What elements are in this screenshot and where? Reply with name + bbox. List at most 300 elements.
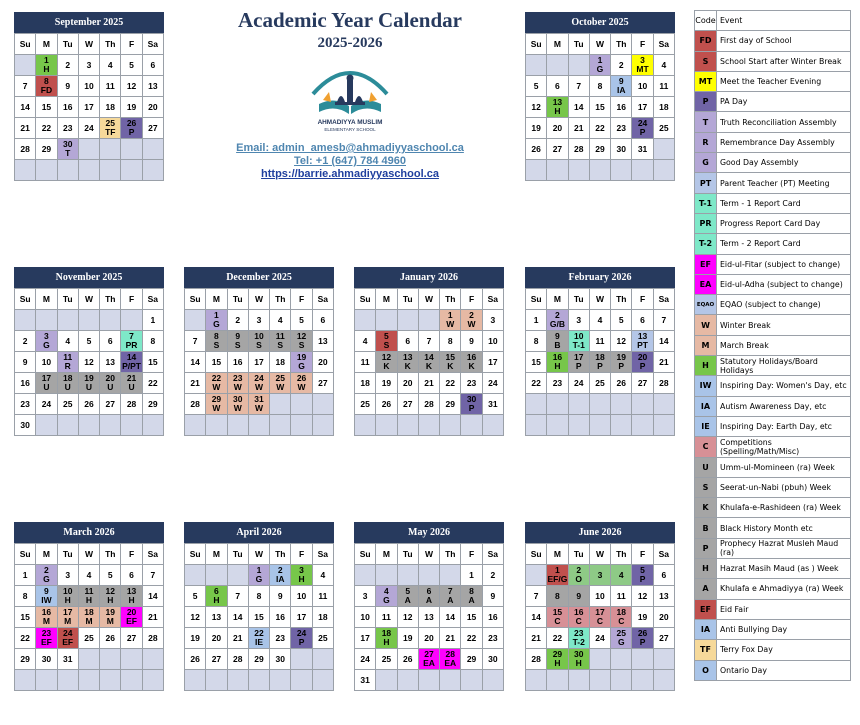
week-row bbox=[526, 628, 675, 649]
weekday-header: M bbox=[206, 544, 227, 565]
day-cell: 25 bbox=[589, 373, 610, 394]
day-number: 19 bbox=[296, 352, 307, 362]
day-cell: 16 bbox=[482, 607, 503, 628]
day-cell: 8 bbox=[15, 586, 36, 607]
weekday-header: W bbox=[589, 544, 610, 565]
event-code: G bbox=[617, 637, 625, 647]
day-cell: 1 bbox=[15, 565, 36, 586]
day-cell: 4 bbox=[270, 310, 291, 331]
day-number: 15 bbox=[552, 607, 563, 617]
day-cell: 26 bbox=[376, 394, 397, 415]
day-cell: 27 bbox=[100, 394, 121, 415]
day-cell: 11 bbox=[100, 76, 121, 97]
month-grid bbox=[184, 288, 334, 436]
event-day-cell bbox=[440, 586, 461, 607]
empty-day-cell bbox=[121, 160, 142, 181]
day-cell: 9 bbox=[270, 586, 291, 607]
empty-day-cell bbox=[526, 565, 547, 586]
legend-table bbox=[694, 10, 851, 681]
weekday-header: Sa bbox=[482, 544, 503, 565]
week-row bbox=[185, 649, 334, 670]
weekday-header: F bbox=[121, 544, 142, 565]
event-day-cell bbox=[291, 628, 312, 649]
empty-day-cell bbox=[100, 160, 121, 181]
week-row bbox=[526, 331, 675, 352]
day-cell: 20 bbox=[312, 352, 333, 373]
day-cell: 30 bbox=[15, 415, 36, 436]
empty-day-cell bbox=[418, 310, 439, 331]
day-cell: 20 bbox=[206, 628, 227, 649]
weekday-header: Su bbox=[185, 544, 206, 565]
empty-day-cell bbox=[632, 415, 653, 436]
day-cell: 25 bbox=[355, 394, 376, 415]
empty-day-cell bbox=[227, 565, 248, 586]
empty-day-cell bbox=[57, 310, 78, 331]
weekday-header: Tu bbox=[227, 289, 248, 310]
week-row bbox=[185, 628, 334, 649]
week-row bbox=[526, 97, 675, 118]
calendar-header bbox=[195, 8, 505, 138]
empty-day-cell bbox=[312, 394, 333, 415]
day-cell: 11 bbox=[611, 586, 632, 607]
day-cell: 15 bbox=[142, 352, 163, 373]
weekday-row bbox=[526, 544, 675, 565]
day-cell: 5 bbox=[185, 586, 206, 607]
weekday-header: Sa bbox=[142, 289, 163, 310]
event-day-cell bbox=[100, 586, 121, 607]
event-code: O bbox=[575, 574, 583, 584]
event-code: H bbox=[554, 658, 561, 668]
empty-day-cell bbox=[121, 139, 142, 160]
day-number: 18 bbox=[84, 607, 94, 617]
empty-day-cell bbox=[142, 160, 163, 181]
empty-day-cell bbox=[653, 415, 674, 436]
weekday-header: W bbox=[78, 34, 99, 55]
day-cell: 17 bbox=[632, 97, 653, 118]
event-day-cell bbox=[206, 586, 227, 607]
day-cell: 22 bbox=[15, 628, 36, 649]
empty-day-cell bbox=[100, 415, 121, 436]
day-number: 17 bbox=[595, 607, 605, 617]
day-number: 18 bbox=[616, 607, 626, 617]
legend-label: Statutory Holidays/Board Holidays bbox=[717, 356, 851, 376]
event-day-cell bbox=[248, 373, 269, 394]
legend-row bbox=[695, 254, 851, 274]
empty-day-cell bbox=[270, 394, 291, 415]
day-cell: 13 bbox=[206, 607, 227, 628]
day-number: 2 bbox=[469, 310, 474, 320]
event-code: P bbox=[597, 361, 603, 371]
website-link[interactable]: https://barrie.ahmadiyyaschool.ca bbox=[261, 168, 439, 180]
event-day-cell bbox=[547, 607, 568, 628]
event-day-cell bbox=[568, 331, 589, 352]
day-cell: 6 bbox=[653, 565, 674, 586]
empty-day-cell bbox=[568, 394, 589, 415]
legend-code: EA bbox=[695, 274, 717, 294]
legend-row bbox=[695, 234, 851, 254]
day-cell: 23 bbox=[270, 628, 291, 649]
event-day-cell bbox=[36, 76, 57, 97]
event-day-cell bbox=[547, 565, 568, 586]
day-cell: 9 bbox=[461, 331, 482, 352]
empty-day-cell bbox=[397, 670, 418, 691]
day-cell: 1 bbox=[142, 310, 163, 331]
week-row bbox=[15, 649, 164, 670]
month-title: May 2026 bbox=[354, 522, 504, 543]
week-row bbox=[526, 76, 675, 97]
week-row bbox=[15, 331, 164, 352]
legend-label: Parent Teacher (PT) Meeting bbox=[717, 173, 851, 193]
day-cell: 26 bbox=[611, 373, 632, 394]
weekday-header: Th bbox=[611, 34, 632, 55]
day-number: 9 bbox=[576, 590, 582, 601]
legend-row bbox=[695, 274, 851, 294]
weekday-header: Tu bbox=[568, 289, 589, 310]
day-number: 8 bbox=[555, 590, 560, 601]
weekday-header: M bbox=[547, 289, 568, 310]
day-number: 24 bbox=[637, 118, 648, 128]
day-number: 12 bbox=[105, 586, 115, 596]
event-code: M bbox=[64, 616, 72, 626]
day-cell: 19 bbox=[185, 628, 206, 649]
event-day-cell bbox=[461, 394, 482, 415]
event-code: H bbox=[298, 574, 305, 584]
day-number: 29 bbox=[211, 394, 222, 404]
empty-day-cell bbox=[100, 310, 121, 331]
day-number: 8 bbox=[44, 76, 49, 86]
week-row bbox=[526, 586, 675, 607]
week-row bbox=[526, 649, 675, 670]
event-code: S bbox=[213, 340, 220, 350]
day-cell: 10 bbox=[355, 607, 376, 628]
event-code: C bbox=[554, 616, 561, 626]
week-row bbox=[526, 670, 675, 691]
day-cell: 27 bbox=[632, 373, 653, 394]
weekday-header: Sa bbox=[312, 289, 333, 310]
event-day-cell bbox=[418, 352, 439, 373]
event-day-cell bbox=[568, 586, 589, 607]
month-calendar bbox=[525, 522, 675, 691]
day-number: 29 bbox=[552, 649, 563, 659]
day-cell: 26 bbox=[185, 649, 206, 670]
event-code: P bbox=[468, 403, 475, 413]
day-cell: 12 bbox=[632, 586, 653, 607]
event-day-cell bbox=[248, 565, 269, 586]
event-day-cell bbox=[440, 310, 461, 331]
legend-label: Autism Awareness Day, etc bbox=[717, 396, 851, 416]
empty-day-cell bbox=[248, 415, 269, 436]
legend-code-header: Code bbox=[695, 11, 717, 31]
event-code: C bbox=[596, 616, 604, 626]
day-number: 19 bbox=[616, 352, 626, 362]
day-number: 5 bbox=[384, 331, 389, 341]
legend-code: R bbox=[695, 132, 717, 152]
empty-day-cell bbox=[376, 565, 397, 586]
day-cell: 2 bbox=[15, 331, 36, 352]
event-code: A bbox=[425, 595, 433, 605]
event-code: S bbox=[383, 340, 390, 350]
day-number: 20 bbox=[105, 373, 115, 383]
event-day-cell bbox=[440, 649, 461, 670]
day-number: 25 bbox=[616, 628, 626, 638]
event-code: IA bbox=[617, 85, 626, 95]
weekday-header: F bbox=[291, 289, 312, 310]
day-cell: 30 bbox=[270, 649, 291, 670]
weekday-row bbox=[526, 34, 675, 55]
day-number: 14 bbox=[424, 352, 434, 362]
empty-day-cell bbox=[611, 649, 632, 670]
event-day-cell bbox=[611, 352, 632, 373]
legend-row bbox=[695, 538, 851, 558]
day-cell: 29 bbox=[461, 649, 482, 670]
event-day-cell bbox=[589, 352, 610, 373]
week-row bbox=[15, 628, 164, 649]
day-number: 30 bbox=[62, 139, 73, 149]
week-row bbox=[185, 670, 334, 691]
email-link[interactable]: Email: admin_amesb@ahmadiyyaschool.ca bbox=[236, 142, 464, 154]
empty-day-cell bbox=[355, 565, 376, 586]
weekday-header: Th bbox=[100, 34, 121, 55]
day-cell: 8 bbox=[142, 331, 163, 352]
day-cell: 10 bbox=[78, 76, 99, 97]
legend-code: MT bbox=[695, 71, 717, 91]
day-number: 3 bbox=[299, 565, 304, 575]
day-number: 5 bbox=[405, 586, 411, 596]
weekday-header: W bbox=[248, 544, 269, 565]
event-day-cell bbox=[206, 394, 227, 415]
day-cell: 27 bbox=[547, 139, 568, 160]
event-code: R bbox=[64, 361, 71, 371]
event-day-cell bbox=[57, 628, 78, 649]
day-cell: 12 bbox=[611, 331, 632, 352]
day-cell: 19 bbox=[121, 97, 142, 118]
legend-row bbox=[695, 559, 851, 579]
empty-day-cell bbox=[632, 160, 653, 181]
event-code: G bbox=[255, 574, 263, 584]
empty-day-cell bbox=[206, 415, 227, 436]
day-cell: 2 bbox=[611, 55, 632, 76]
weekday-header: F bbox=[632, 544, 653, 565]
event-day-cell bbox=[568, 649, 589, 670]
event-day-cell bbox=[291, 373, 312, 394]
event-day-cell bbox=[36, 565, 57, 586]
page-title: Academic Year Calendar bbox=[238, 8, 462, 32]
day-number: 23 bbox=[573, 628, 584, 638]
day-cell: 6 bbox=[312, 310, 333, 331]
week-row bbox=[355, 607, 504, 628]
day-number: 26 bbox=[637, 628, 648, 638]
day-number: 16 bbox=[466, 352, 477, 362]
day-cell: 20 bbox=[653, 607, 674, 628]
day-cell: 27 bbox=[121, 628, 142, 649]
week-row bbox=[185, 310, 334, 331]
day-cell: 19 bbox=[397, 628, 418, 649]
day-cell: 20 bbox=[142, 97, 163, 118]
week-row bbox=[185, 415, 334, 436]
day-cell: 28 bbox=[418, 394, 439, 415]
legend-code: IE bbox=[695, 416, 717, 436]
empty-day-cell bbox=[142, 415, 163, 436]
empty-day-cell bbox=[568, 55, 589, 76]
weekday-header: Sa bbox=[142, 34, 163, 55]
weekday-header: F bbox=[121, 289, 142, 310]
empty-day-cell bbox=[78, 160, 99, 181]
empty-day-cell bbox=[589, 160, 610, 181]
day-cell: 14 bbox=[653, 331, 674, 352]
event-code: PR bbox=[125, 340, 138, 350]
day-cell: 27 bbox=[653, 628, 674, 649]
empty-day-cell bbox=[589, 649, 610, 670]
week-row bbox=[15, 139, 164, 160]
day-number: 22 bbox=[254, 628, 264, 638]
day-number: 10 bbox=[573, 331, 584, 341]
day-cell: 6 bbox=[142, 55, 163, 76]
day-cell: 31 bbox=[355, 670, 376, 691]
day-cell: 28 bbox=[568, 139, 589, 160]
event-day-cell bbox=[376, 586, 397, 607]
weekday-row bbox=[15, 544, 164, 565]
event-day-cell bbox=[397, 352, 418, 373]
day-cell: 25 bbox=[376, 649, 397, 670]
legend-label: Eid-ul-Fitar (subject to change) bbox=[717, 254, 851, 274]
day-number: 21 bbox=[126, 373, 137, 383]
day-cell: 14 bbox=[185, 352, 206, 373]
legend-row bbox=[695, 498, 851, 518]
event-code: W bbox=[212, 403, 221, 413]
legend-row bbox=[695, 315, 851, 335]
day-cell: 4 bbox=[653, 55, 674, 76]
day-cell: 22 bbox=[461, 628, 482, 649]
day-number: 23 bbox=[232, 373, 243, 383]
legend-label: Prophecy Hazrat Musleh Maud (ra) bbox=[717, 538, 851, 558]
event-code: W bbox=[467, 319, 476, 329]
day-number: 24 bbox=[62, 628, 73, 638]
event-day-cell bbox=[227, 331, 248, 352]
day-cell: 4 bbox=[589, 310, 610, 331]
month-title: September 2025 bbox=[14, 12, 164, 33]
empty-day-cell bbox=[526, 415, 547, 436]
event-day-cell bbox=[121, 373, 142, 394]
day-number: 4 bbox=[384, 586, 389, 596]
legend-code: M bbox=[695, 335, 717, 355]
legend-row bbox=[695, 356, 851, 376]
weekday-header: Su bbox=[355, 544, 376, 565]
event-code: P bbox=[639, 574, 646, 584]
event-day-cell bbox=[121, 586, 142, 607]
day-cell: 11 bbox=[653, 76, 674, 97]
week-row bbox=[526, 352, 675, 373]
day-number: 1 bbox=[44, 55, 49, 65]
day-number: 18 bbox=[381, 628, 392, 638]
day-cell: 5 bbox=[100, 565, 121, 586]
empty-day-cell bbox=[185, 415, 206, 436]
legend-label: Seerat-un-Nabi (pbuh) Week bbox=[717, 477, 851, 497]
day-cell: 25 bbox=[653, 118, 674, 139]
empty-day-cell bbox=[589, 415, 610, 436]
empty-day-cell bbox=[482, 670, 503, 691]
legend-label: Eid-ul-Adha (subject to change) bbox=[717, 274, 851, 294]
event-code: FD bbox=[40, 85, 53, 95]
legend-row bbox=[695, 477, 851, 497]
event-code: H bbox=[554, 106, 561, 116]
day-number: 31 bbox=[254, 394, 264, 404]
legend-code: IA bbox=[695, 619, 717, 639]
event-code: A bbox=[447, 595, 454, 605]
event-code: W bbox=[254, 382, 263, 392]
weekday-header: Su bbox=[185, 289, 206, 310]
empty-day-cell bbox=[355, 310, 376, 331]
empty-day-cell bbox=[57, 670, 78, 691]
day-number: 1 bbox=[256, 565, 262, 575]
contact-info bbox=[195, 142, 505, 181]
event-day-cell bbox=[36, 607, 57, 628]
day-number: 16 bbox=[573, 607, 584, 617]
week-row bbox=[15, 118, 164, 139]
event-code: K bbox=[404, 361, 411, 371]
day-number: 12 bbox=[296, 331, 307, 341]
legend-row bbox=[695, 213, 851, 233]
weekday-header: Su bbox=[526, 34, 547, 55]
weekday-header: M bbox=[206, 289, 227, 310]
month-calendar bbox=[184, 522, 334, 691]
day-number: 26 bbox=[296, 373, 307, 383]
day-cell: 5 bbox=[78, 331, 99, 352]
empty-day-cell bbox=[376, 415, 397, 436]
weekday-header: Th bbox=[611, 289, 632, 310]
phone-link[interactable]: Tel: +1 (647) 784 4960 bbox=[293, 155, 406, 167]
weekday-row bbox=[15, 34, 164, 55]
legend-label: First day of School bbox=[717, 31, 851, 51]
day-cell: 21 bbox=[185, 373, 206, 394]
event-day-cell bbox=[36, 55, 57, 76]
weekday-header: M bbox=[376, 544, 397, 565]
day-cell: 5 bbox=[611, 310, 632, 331]
week-row bbox=[526, 394, 675, 415]
event-day-cell bbox=[418, 586, 439, 607]
week-row bbox=[185, 565, 334, 586]
day-number: 30 bbox=[573, 649, 584, 659]
legend-row bbox=[695, 619, 851, 639]
legend-code: PR bbox=[695, 213, 717, 233]
weekday-header: F bbox=[121, 34, 142, 55]
event-day-cell bbox=[547, 586, 568, 607]
week-row bbox=[15, 394, 164, 415]
empty-day-cell bbox=[78, 670, 99, 691]
legend-label: EQAO (subject to change) bbox=[717, 295, 851, 315]
legend-row bbox=[695, 376, 851, 396]
day-number: 9 bbox=[44, 586, 49, 596]
event-day-cell bbox=[206, 331, 227, 352]
weekday-header: Su bbox=[526, 544, 547, 565]
event-code: U bbox=[107, 382, 114, 392]
week-row bbox=[526, 310, 675, 331]
empty-day-cell bbox=[568, 415, 589, 436]
legend-code: T bbox=[695, 112, 717, 132]
empty-day-cell bbox=[482, 415, 503, 436]
day-number: 11 bbox=[275, 331, 285, 341]
week-row bbox=[355, 670, 504, 691]
day-cell: 21 bbox=[15, 118, 36, 139]
event-day-cell bbox=[248, 394, 269, 415]
empty-day-cell bbox=[15, 55, 36, 76]
event-day-cell bbox=[611, 607, 632, 628]
empty-day-cell bbox=[100, 139, 121, 160]
day-cell: 18 bbox=[653, 97, 674, 118]
empty-day-cell bbox=[547, 670, 568, 691]
legend-row bbox=[695, 132, 851, 152]
event-code: G bbox=[43, 340, 50, 350]
weekday-header: Su bbox=[15, 34, 36, 55]
